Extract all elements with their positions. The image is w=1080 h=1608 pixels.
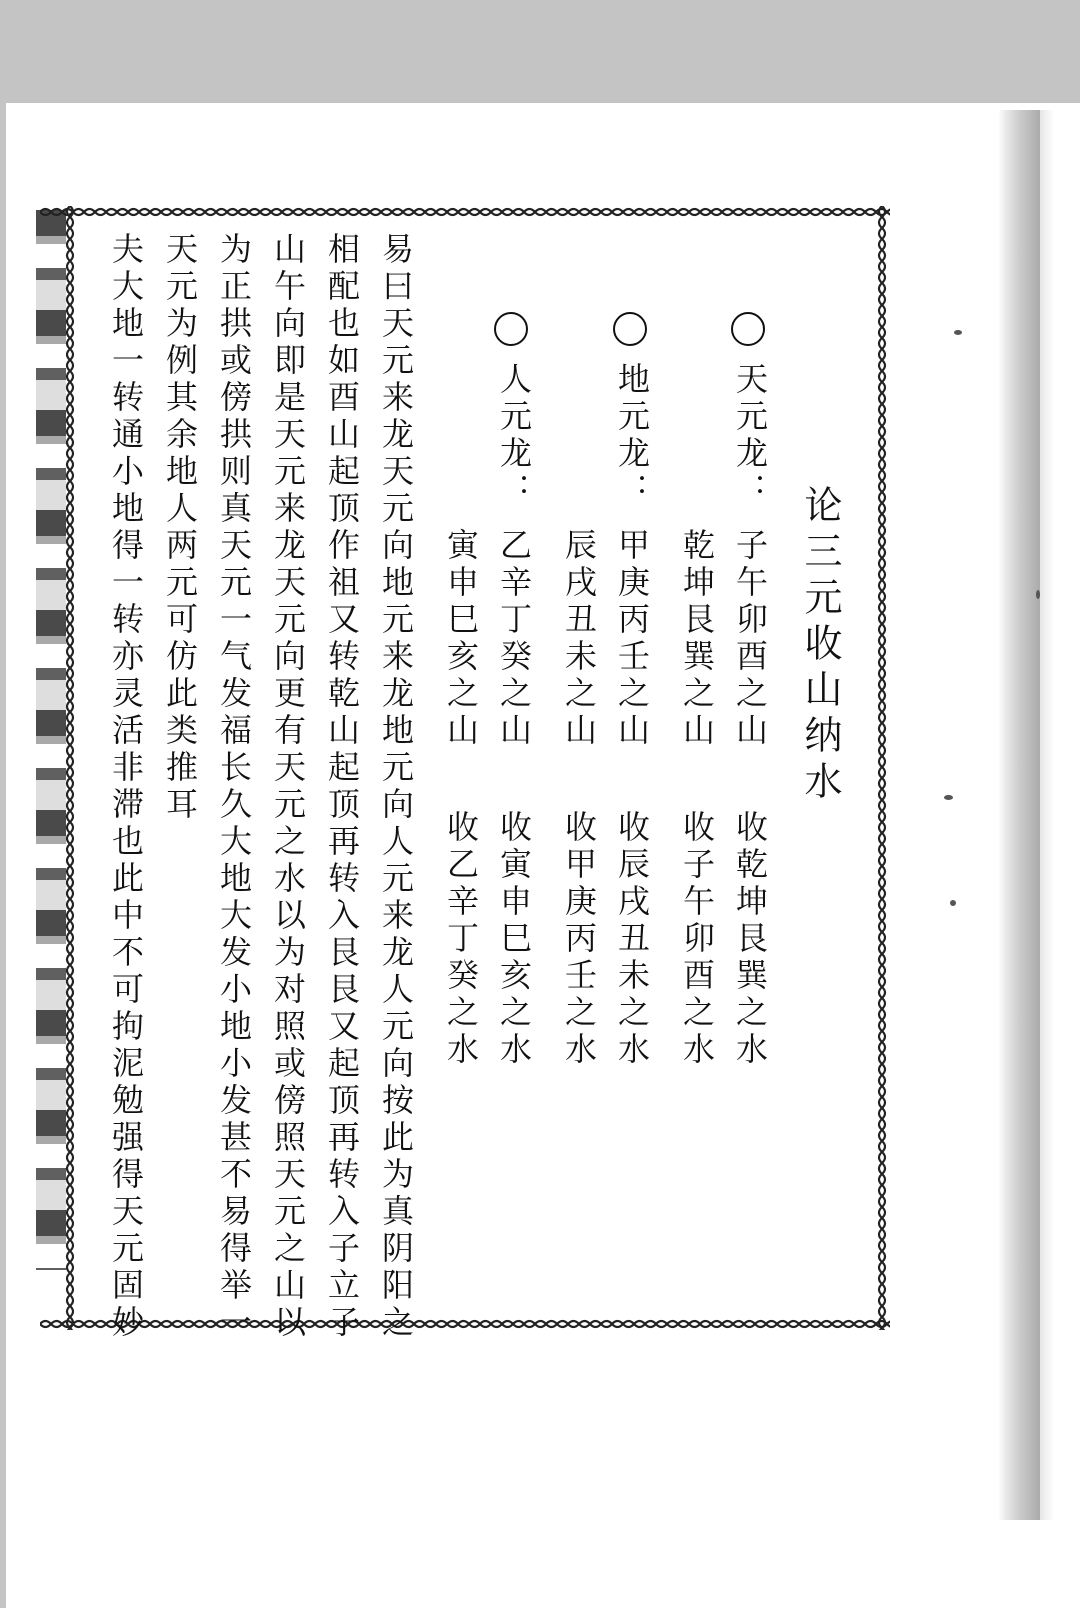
entry-water-renyuan-1: 收寅申巳亥之水 <box>495 810 533 1069</box>
frame-right-border <box>876 206 888 1330</box>
scan-speck <box>950 900 956 906</box>
entry-mountain-renyuan-1: 乙辛丁癸之山 <box>495 528 533 750</box>
circle-marker-icon <box>494 312 528 346</box>
scan-speck <box>944 795 953 800</box>
entry-mountain-diyuan-2: 辰戌丑未之山 <box>560 528 598 750</box>
page-title: 论三元收山纳水 <box>798 485 842 807</box>
frame-top-border <box>40 206 890 218</box>
circle-marker-icon <box>613 312 647 346</box>
body-column-5: 天元为例其余地人两元可仿此类推耳 <box>161 232 199 824</box>
body-column-6: 夫大地一转通小地得一转亦灵活非滞也此中不可拘泥勉强得天元固妙 <box>107 232 145 1342</box>
scan-speck <box>954 330 962 335</box>
book-edge <box>1040 110 1054 1520</box>
frame-left-border <box>64 206 74 1330</box>
entry-label-diyuan: 地元龙： <box>613 362 651 510</box>
entry-label-renyuan: 人元龙： <box>495 362 533 510</box>
book-spine <box>998 110 1040 1520</box>
body-column-2: 相配也如酉山起顶作祖又转乾山起顶再转入艮艮又起顶再转入子立子 <box>323 232 361 1342</box>
circle-marker-icon <box>731 312 765 346</box>
scan-speck <box>1036 590 1040 599</box>
entry-water-tianyuan-1: 收乾坤艮巽之水 <box>731 810 769 1069</box>
entry-mountain-renyuan-2: 寅申巳亥之山 <box>442 528 480 750</box>
entry-mountain-tianyuan-1: 子午卯酉之山 <box>731 528 769 750</box>
entry-water-diyuan-1: 收辰戌丑未之水 <box>613 810 651 1069</box>
entry-water-renyuan-2: 收乙辛丁癸之水 <box>442 810 480 1069</box>
frame-bottom-border <box>40 1318 890 1330</box>
entry-mountain-diyuan-1: 甲庚丙壬之山 <box>613 528 651 750</box>
body-column-3: 山午向即是天元来龙天元向更有天元之水以为对照或傍照天元之山以 <box>269 232 307 1342</box>
entry-label-tianyuan: 天元龙： <box>731 362 769 510</box>
entry-water-diyuan-2: 收甲庚丙壬之水 <box>560 810 598 1069</box>
entry-water-tianyuan-2: 收子午卯酉之水 <box>678 810 716 1069</box>
body-column-4: 为正拱或傍拱则真天元一气发福长久大地大发小地小发甚不易得举一 <box>215 232 253 1342</box>
adjacent-page-strip <box>36 210 66 1270</box>
body-column-1: 易曰天元来龙天元向地元来龙地元向人元来龙人元向按此为真阴阳之 <box>377 232 415 1342</box>
entry-mountain-tianyuan-2: 乾坤艮巽之山 <box>678 528 716 750</box>
